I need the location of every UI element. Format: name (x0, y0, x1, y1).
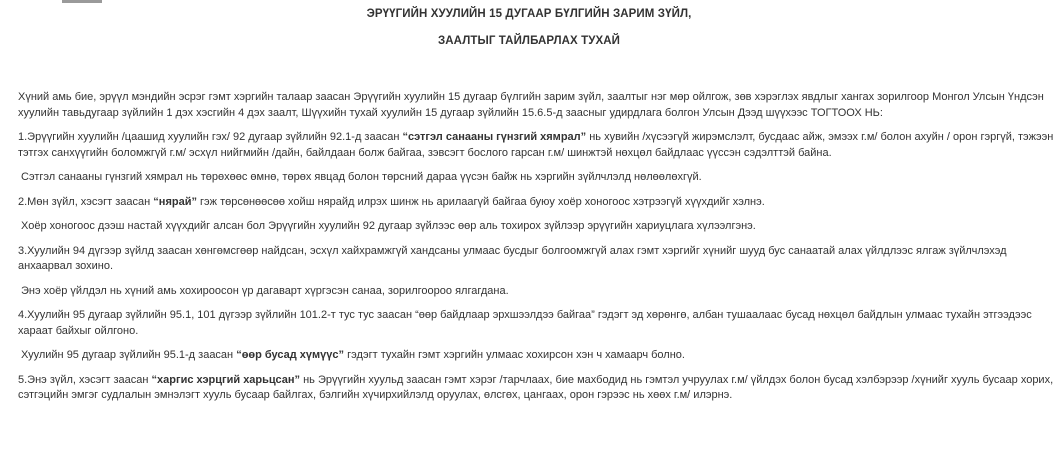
paragraph-5-text: 5.Энэ зүйл, хэсэгт заасан (18, 373, 152, 386)
note-3: Энэ хоёр үйлдэл нь хүний амь хохироосон үр дагаварт хүргэсэн санаа, зорилгоороо ялгагдана. (21, 284, 509, 297)
paragraph-4: 4.Хуулийн 95 дугаар зүйлийн 95.1, 101 дүгээр зүйлийн 101.2-т тус тус заасан “өөр байдлаар эрхшээлдээ байгаа” гэдэгт эд хөрөнгө, албан тушаалаас бусад нөхцөл байдлын улмаас тухайн этгээдээс хараат байхыг ойлгоно. (18, 309, 1032, 337)
note-4 (18, 348, 1054, 364)
paragraph-1 (18, 130, 1054, 161)
note-1: Сэтгэл санааны гүнзгий хямрал нь төрөхөөс өмнө, төрөх явцад болон төрсний дараа үүсэн байж нь хэргийн зүйлчлэлд нөлөөлөхгүй. (21, 171, 702, 183)
paragraph-2-text-cont: гэж төрсөнөөсөө хойш нярайд илрэх шинж нь арилаагүй байгаа буюу хоёр хоногоос хэтрээгүй хүүхдийг хэлнэ. (196, 195, 765, 208)
document-title-line-1: ЭРҮҮГИЙН ХУУЛИЙН 15 ДУГААР БҮЛГИЙН ЗАРИМ ЗҮЙЛ, (366, 8, 692, 20)
note-4-term: “өөр бусад хүмүүс” (236, 349, 345, 361)
paragraph-5-text-cont: нь Эрүүгийн хуульд заасан гэмт хэрэг /тарчлаах, бие махбодид нь гэмтэл учруулах г.м/ үйлдэх болон бусад хэлбэрээр /хүнийг хууль бусаар хорих, сэтгэцийн эмгэг судлалын эмнэлэгт хууль бусаар байлгах, бэлгийн хүчирхийлэлд оруулах, өлсгөх, цангаах, орон гэрээс нь хөөх г.м/ илэрнэ. (18, 373, 1054, 401)
paragraph-5 (18, 373, 1054, 404)
paragraph-2 (18, 195, 1054, 211)
intro-paragraph: Хүний амь бие, эрүүл мэндийн эсрэг гэмт хэргийн талаар заасан Эрүүгийн хуулийн 15 дугаар бүлгийн зарим зүйл, заалтыг нэг мөр ойлгож, зөв хэрэглэх явдлыг хангах зорилгоор Монгол Улсын Үндсэн хуулийн тавьдугаар зүйлийн 1 дэх хэсгийн 4 дэх заалт, Шүүхийн тухай хуулийн 15 дугаар зүйлийн 15.6.5-д заасныг удирдлага болгон Улсын Дээд шүүхээс ТОГТООХ НЬ: (18, 91, 1044, 119)
note-4-text-cont: гэдэгт тухайн гэмт хэргийн улмаас хохирсон хэн ч хамаарч болно. (344, 349, 685, 361)
note-4-text: Хуулийн 95 дугаар зүйлийн 95.1-д заасан (21, 349, 237, 361)
note-2: Хоёр хоногоос дээш настай хүүхдийг алсан бол Эрүүгийн хуулийн 92 дугаар зүйлээс өөр аль тохирох зүйлээр эрүүгийн хариуцлага хүлээлгэнэ. (21, 220, 756, 232)
paragraph-1-text-cont: нь хувийн /хүсээгүй жирэмслэлт, бусдаас айж, эмээх г.м/ болон ахуйн / орон гэргүй, тэжээн тэтгэх санхүүгийн боломжгүй г.м/ эсхүл нийгмийн /дайн, байлдаан болж байгаа, зэвсэгт бослого гарсан г.м/ шинжтэй нөхцөл байдлаас үүссэн сэдэлттэй байна. (18, 131, 1054, 159)
top-tab-fragment (62, 0, 102, 3)
paragraph-3: 3.Хуулийн 94 дүгээр зүйлд заасан хөнгөмсгөөр найдсан, эсхүл хайхрамжгүй хандсаны улмаас бусдыг болгоомжгүй алах гэмт хэргийг хүнийг шууд бус санаатай алах үйлдлээс ялгаж зүйлчлэхэд анхаарвал зохино. (18, 244, 1007, 272)
document-title-line-2: ЗААЛТЫГ ТАЙЛБАРЛАХ ТУХАЙ (437, 35, 621, 47)
paragraph-2-term: “нярай” (153, 195, 197, 208)
document-body (18, 90, 1054, 413)
paragraph-1-text: 1.Эрүүгийн хуулийн /цаашид хуулийн гэх/ 92 дугаар зүйлийн 92.1-д заасан (18, 131, 403, 143)
paragraph-2-text: 2.Мөн зүйл, хэсэгт заасан (18, 195, 154, 208)
paragraph-5-term: “харгис хэрцгий харьцсан” (151, 373, 301, 386)
paragraph-1-term: “сэтгэл санааны гүнзгий хямрал” (402, 131, 587, 143)
